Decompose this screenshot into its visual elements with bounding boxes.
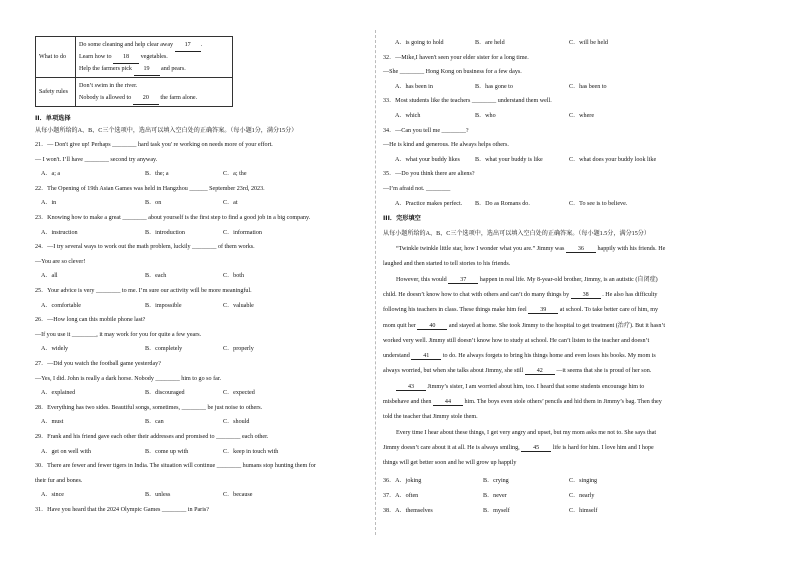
- cloze-line: [383, 261, 510, 267]
- blank-40[interactable]: 40: [417, 323, 447, 330]
- blank-44[interactable]: 44: [433, 399, 463, 406]
- cloze-text: happily with his friends. He: [597, 246, 666, 252]
- question-text: 33．Most students like the teachers ________ understand them well.: [383, 98, 552, 105]
- blank-41[interactable]: 41: [411, 353, 441, 360]
- cloze-text: —it seems that she is proud of her son.: [556, 368, 652, 375]
- question-text: 26．—How long can this mobile phone last?: [35, 317, 146, 324]
- cloze-line: [383, 338, 649, 344]
- option-a[interactable]: 36．A．joking: [383, 477, 422, 484]
- question-text: 28．Everything has two sides. Beautiful songs, sometimes, ________ be just noise to others.: [35, 404, 263, 411]
- blank-38[interactable]: 38: [571, 292, 601, 299]
- table-line: Learn how to 18 vegetables.: [79, 51, 229, 63]
- cloze-text: “Twinkle twinkle little star, how I wonder what you are.” Jimmy was: [396, 246, 565, 252]
- table-row-label: What to do: [36, 37, 76, 78]
- option-a[interactable]: A．a; a: [41, 171, 61, 178]
- option-a[interactable]: A．instruction: [41, 229, 78, 236]
- cloze-text: him. The boys even stole others’ pencils and hid them in Jimmy’s bag. Then they: [464, 399, 662, 405]
- option-c[interactable]: C．To see is to believe.: [569, 200, 628, 207]
- option-a[interactable]: A．which: [395, 113, 421, 119]
- cloze-text: However, this would: [396, 276, 447, 283]
- option-c[interactable]: C．properly: [223, 346, 254, 353]
- option-c[interactable]: C．singing: [569, 477, 598, 484]
- cloze-line: [383, 323, 665, 330]
- blank-17[interactable]: 17: [175, 39, 201, 52]
- blank-43[interactable]: 43: [396, 384, 426, 391]
- option-c[interactable]: C．should: [223, 419, 250, 426]
- column-divider: [375, 30, 376, 535]
- table-row: [36, 78, 233, 107]
- cloze-text: at school. To take better care of him, my: [559, 307, 659, 314]
- option-a[interactable]: A．widely: [41, 346, 69, 353]
- question-text: 30．There are fewer and fewer tigers in India. The situation will continue ________ humans stop hunting them for: [35, 463, 316, 470]
- option-b[interactable]: B．the; a: [145, 171, 169, 178]
- table-line: Do some cleaning and help clear away 17 .: [79, 39, 229, 51]
- question-text: 24．—I try several ways to work out the math problem, luckily ________ of them works.: [35, 244, 255, 251]
- option-b[interactable]: B．what your buddy is like: [475, 156, 543, 163]
- question-text: 34．—Can you tell me ________?: [383, 127, 469, 134]
- section-3-instruction: 从每小题所给的A、B、C三个选项中，选出可以填入空白处的正确答案。（每小题1.5分，满分15分）: [383, 231, 650, 237]
- blank-19[interactable]: 19: [134, 63, 160, 76]
- cloze-line: [383, 460, 516, 466]
- option-c[interactable]: C．both: [223, 273, 244, 280]
- question-text: 35．—Do you think there are aliens?: [383, 171, 475, 178]
- table-row: [36, 37, 233, 78]
- cloze-text: child. He doesn’t know how to chat with others and can’t do many things by: [383, 291, 570, 298]
- section-3-title: III．完形填空: [383, 215, 421, 222]
- question-text: 21．— Don't give up! Perhaps ________ hard task you' re working on needs more of your effort.: [35, 142, 273, 148]
- option-b[interactable]: B．never: [483, 492, 507, 499]
- table-row-label: Safety rules: [36, 78, 76, 107]
- option-c[interactable]: C．nearly: [569, 492, 595, 499]
- question-text: 22．The Opening of 19th Asian Games was held in Hangzhou ______ September 23rd, 2023.: [35, 185, 265, 192]
- cloze-line: [383, 414, 478, 420]
- question-text: 31．Have you heard that the 2024 Olympic Games ________ in Paris?: [35, 507, 209, 513]
- option-b[interactable]: B．Do as Romans do.: [475, 200, 530, 207]
- option-b[interactable]: B．myself: [483, 507, 510, 514]
- cloze-line: [396, 277, 658, 284]
- question-text: —Yes, I did. John is really a dark horse. Nobody ________ him to go so far.: [35, 375, 222, 382]
- option-c[interactable]: C．valuable: [223, 302, 254, 309]
- cloze-text: to do. He always forgets to bring his things home and even loses his books. My mom is: [442, 353, 656, 360]
- option-b[interactable]: B．on: [145, 200, 162, 207]
- cloze-text: laughed and then started to tell stories to his friends.: [383, 261, 511, 268]
- option-a[interactable]: A．Practice makes perfect.: [395, 200, 463, 207]
- option-b[interactable]: B．has gone to: [475, 83, 513, 90]
- cloze-text: . He also has difficulty: [602, 291, 658, 298]
- option-c[interactable]: C．where: [569, 113, 595, 119]
- option-a[interactable]: A．all: [41, 273, 58, 280]
- option-b[interactable]: B．unless: [145, 492, 171, 499]
- option-a[interactable]: A．what your buddy likes: [395, 156, 460, 163]
- question-text: 25．Your advice is very ________ to me. I’m sure our activity will be more meaningful.: [35, 288, 252, 294]
- option-c[interactable]: C．information: [223, 229, 262, 236]
- option-a[interactable]: A．in: [41, 200, 57, 207]
- cloze-text: mom quit her: [383, 322, 416, 329]
- cloze-text: life is hard for him. I love him and I hope: [552, 444, 654, 451]
- question-text: 23．Knowing how to make a great ________ about yourself is the first step to find a good job in a big company.: [35, 215, 311, 221]
- cloze-text: misbehave and then: [383, 399, 432, 405]
- option-b[interactable]: B．can: [145, 419, 164, 426]
- table-row-content: [76, 37, 233, 78]
- cloze-line: [396, 430, 656, 436]
- option-a[interactable]: A．since: [41, 492, 65, 499]
- option-b[interactable]: B．impossible: [145, 302, 182, 309]
- cloze-text: Every time I hear about these things, I get very angry and upset, but my mom asks me not to. She says that: [396, 429, 657, 436]
- question-text: —He is kind and generous. He always helps others.: [383, 142, 509, 149]
- question-text: — I won't. I’ll have ________ second try anyway.: [35, 156, 158, 163]
- cloze-line: [383, 445, 654, 452]
- cloze-text: worked very well. Jimmy still doesn’t know how to study at school. He can’t listen to the teacher and doesn’t: [383, 337, 650, 344]
- cloze-text: happen in real life. My 8-year-old brother, Jimmy, is an autistic (自闭症): [479, 276, 658, 283]
- option-b[interactable]: B．who: [475, 113, 496, 119]
- option-b[interactable]: B．introduction: [145, 229, 185, 236]
- table-line: Nobody is allowed to 20 the farm alone.: [79, 92, 229, 104]
- question-text: —I’m afraid not. ________: [383, 186, 451, 192]
- option-a[interactable]: A．get on well with: [41, 448, 91, 455]
- cloze-text: and stayed at home. She took Jimmy to the hospital to get treatment (治疗). But it hasn’t: [448, 322, 666, 329]
- option-c[interactable]: C．himself: [569, 507, 598, 514]
- table-line: Don’t swim in the river.: [79, 83, 138, 89]
- activity-info-table: [35, 36, 233, 107]
- cloze-text: understand: [383, 353, 410, 360]
- section-2-instruction: 从每小题所给的A、B、C三个选项中，选出可以填入空白处的正确答案。（每小题1分，满分15分）: [35, 128, 298, 134]
- option-c[interactable]: C．because: [223, 492, 253, 499]
- question-text: —You are so clever!: [35, 258, 86, 265]
- option-a[interactable]: 37．A．often: [383, 492, 419, 499]
- blank-39[interactable]: 39: [528, 307, 558, 314]
- cloze-text: Jimmy’s sister, I am worried about him, too. I heard that some students encourage him to: [427, 383, 645, 390]
- cloze-text: things will get better soon and he will grow up happily: [383, 460, 517, 467]
- blank-20[interactable]: 20: [133, 92, 159, 105]
- question-text: 27．—Did you watch the football game yesterday?: [35, 361, 161, 367]
- cloze-line: [383, 368, 651, 375]
- table-line: Help the farmers pick 19 and pears.: [79, 63, 229, 75]
- blank-37[interactable]: 37: [448, 277, 478, 284]
- question-text: 29．Frank and his friend gave each other their addresses and promised to ________ each other.: [35, 434, 269, 440]
- cloze-line: [396, 246, 665, 253]
- cloze-text: always worried, but when she talks about Jimmy, she still: [383, 368, 524, 375]
- blank-36[interactable]: 36: [566, 246, 596, 253]
- table-row-content: [76, 78, 233, 107]
- option-a[interactable]: 38．A．themselves: [383, 507, 433, 514]
- cloze-line: [383, 399, 662, 406]
- option-b[interactable]: B．come up with: [145, 448, 189, 455]
- option-c[interactable]: C．keep in touch with: [223, 448, 279, 455]
- question-text: 32．—Mike,I haven't seen your elder sister for a long time.: [383, 54, 529, 61]
- cloze-text: told the teacher that Jimmy stole them.: [383, 414, 478, 421]
- question-text: their fur and bones.: [35, 477, 83, 484]
- option-c[interactable]: C．expected: [223, 390, 255, 397]
- option-a[interactable]: A．comfortable: [41, 302, 81, 309]
- cloze-line: [383, 292, 657, 299]
- option-b[interactable]: B．completely: [145, 346, 183, 353]
- option-c[interactable]: C．has been to: [569, 83, 607, 90]
- option-b[interactable]: B．crying: [483, 477, 509, 484]
- option-b[interactable]: B．each: [145, 273, 167, 280]
- option-a[interactable]: A．explained: [41, 390, 76, 397]
- blank-42[interactable]: 42: [525, 368, 555, 375]
- cloze-line: [383, 353, 656, 360]
- option-b[interactable]: B．discouraged: [145, 390, 185, 397]
- cloze-text: following his teachers in class. These things make him feel: [383, 307, 527, 314]
- question-text: —She ________ Hong Kong on business for a few days.: [383, 69, 522, 76]
- option-c[interactable]: C．what does your buddy look like: [569, 156, 657, 163]
- blank-45[interactable]: 45: [521, 445, 551, 452]
- option-c[interactable]: C．a; the: [223, 171, 247, 178]
- option-a[interactable]: A．must: [41, 419, 64, 426]
- option-b[interactable]: B．are held: [475, 40, 505, 46]
- question-text: —If you use it ________, it may work for you for quite a few years.: [35, 331, 202, 338]
- option-a[interactable]: A．has been in: [395, 83, 433, 90]
- cloze-text: Jimmy doesn’t care about it at all. He is always smiling,: [383, 444, 520, 451]
- section-2-title: II．单项选择: [35, 115, 71, 122]
- cloze-line: [396, 384, 644, 391]
- option-c[interactable]: C．will be held: [569, 40, 608, 46]
- option-a[interactable]: A．is going to hold: [395, 40, 444, 46]
- option-c[interactable]: C．at: [223, 200, 238, 207]
- cloze-line: [383, 307, 658, 314]
- blank-18[interactable]: 18: [113, 51, 139, 64]
